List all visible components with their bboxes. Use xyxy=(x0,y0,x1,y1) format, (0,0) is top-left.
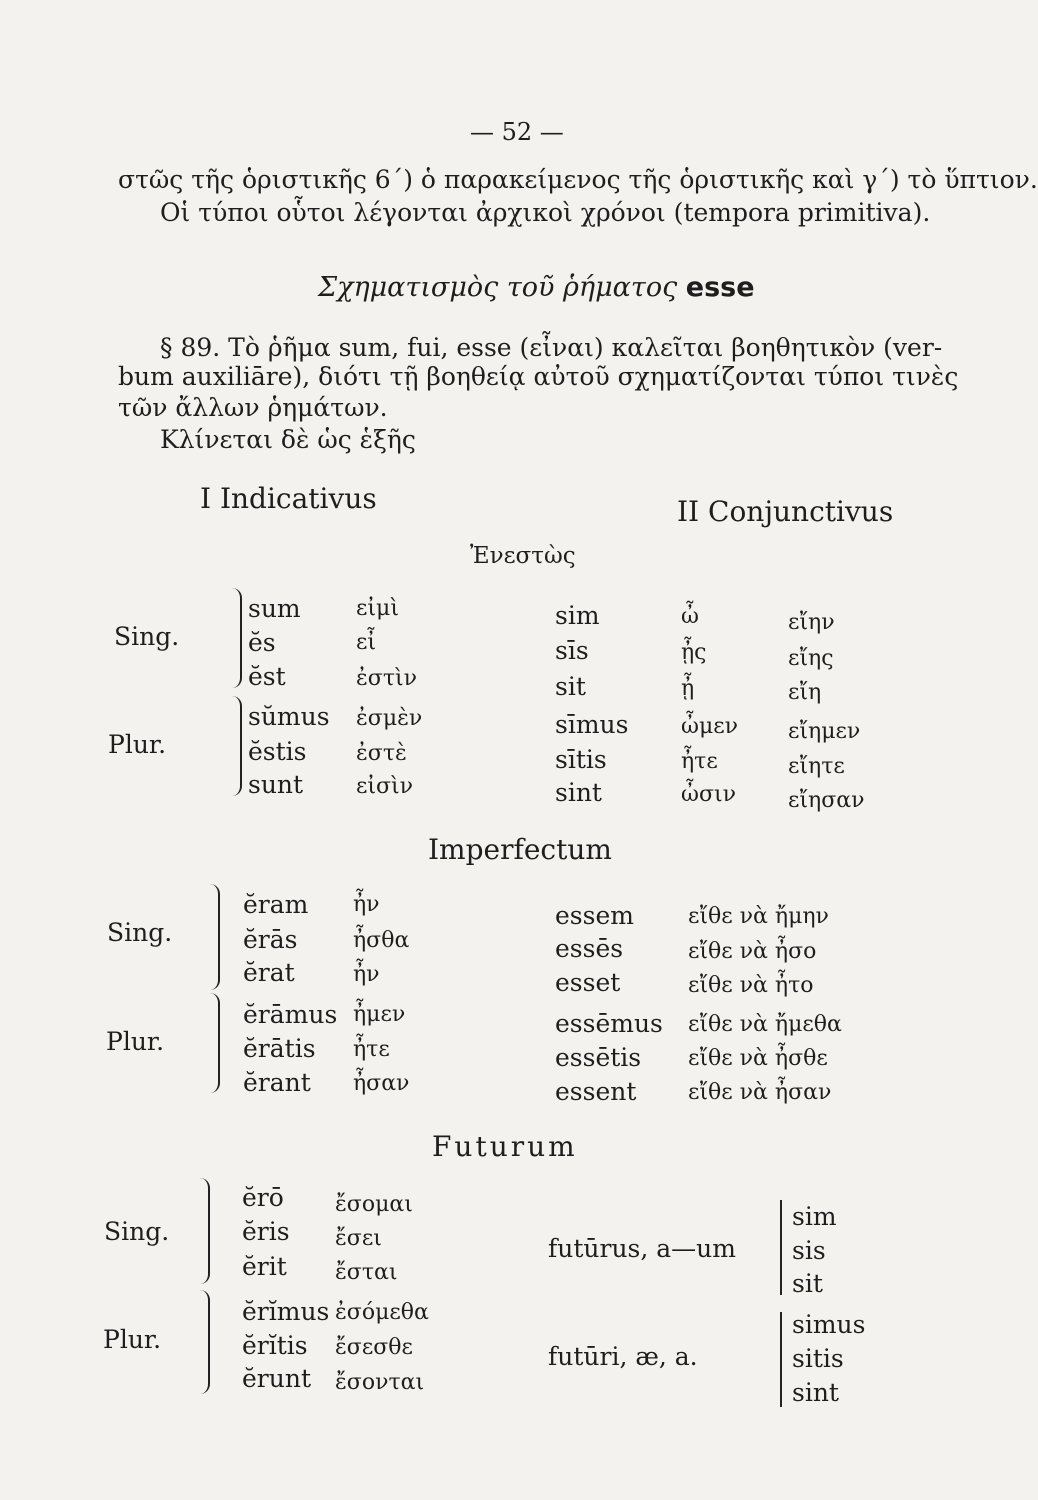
present-conj-greek1-1: ὦ xyxy=(681,604,699,629)
imperfect-ind-latin-5: ĕrātis xyxy=(243,1034,316,1063)
imperfect-ind-latin-3: ĕrat xyxy=(243,958,295,987)
future-ind-latin-4: ĕrĭmus xyxy=(242,1297,330,1326)
future-ind-greek-6: ἔσονται xyxy=(335,1370,425,1395)
future-participle-plur: futūri, æ, a. xyxy=(548,1342,698,1371)
future-ind-latin-6: ĕrunt xyxy=(242,1364,311,1393)
intro-line-1: στῶς τῆς ὁριστικῆς 6´) ὁ παρακείμενος τῆς ὁριστικῆς καὶ γ´) τὸ ὕπτιον. xyxy=(118,165,1038,194)
present-conj-greek2-1: εἴην xyxy=(788,610,835,635)
future-aux-2: sis xyxy=(792,1236,826,1265)
present-ind-greek-1: εἰμὶ xyxy=(356,596,399,621)
imperfect-ind-latin-6: ĕrant xyxy=(243,1068,311,1097)
imperfect-conj-latin-4: essēmus xyxy=(555,1009,663,1038)
present-conj-latin-4: sīmus xyxy=(555,710,629,739)
present-ind-latin-5: ĕstis xyxy=(248,737,307,766)
imperfect-conj-latin-6: essent xyxy=(555,1077,637,1106)
future-ind-greek-2: ἔσει xyxy=(335,1226,382,1251)
section-futurum: Futurum xyxy=(432,1130,578,1163)
present-conj-greek2-6: εἴησαν xyxy=(788,788,865,813)
section-imperfectum: Imperfectum xyxy=(428,833,612,866)
present-conj-greek1-2: ᾖς xyxy=(681,640,707,665)
label-sing-future: Sing. xyxy=(104,1217,170,1246)
future-participle-sing: futūrus, a—um xyxy=(548,1234,736,1263)
brace-future-sing xyxy=(198,1178,210,1284)
imperfect-conj-greek-4: εἴθε νὰ ἤμεθα xyxy=(688,1012,842,1037)
present-ind-latin-6: sunt xyxy=(248,770,304,799)
paragraph-line-2: bum auxiliāre), διότι τῇ βοηθείᾳ αὐτοῦ σχηματίζονται τύποι τινὲς xyxy=(118,362,959,391)
imperfect-ind-greek-3: ἦν xyxy=(353,962,380,987)
future-aux-1: sim xyxy=(792,1202,837,1231)
imperfect-conj-latin-2: essēs xyxy=(555,934,624,963)
imperfect-conj-latin-3: esset xyxy=(555,968,621,997)
present-ind-greek-6: εἰσὶν xyxy=(356,774,414,799)
present-conj-latin-3: sit xyxy=(555,672,586,701)
present-ind-greek-4: ἐσμὲν xyxy=(356,706,423,731)
future-ind-greek-5: ἔσεσθε xyxy=(335,1335,413,1360)
section-indicativus: I Indicativus xyxy=(200,482,377,515)
paragraph-line-1: § 89. Τὸ ῥῆμα sum, fui, esse (εἶναι) καλεῖται βοηθητικὸν (ver- xyxy=(160,333,943,362)
paragraph-line-4: Κλίνεται δὲ ὡς ἑξῆς xyxy=(160,425,416,454)
heading-greek: Σχηματισμὸς τοῦ ῥήματος xyxy=(318,272,678,303)
future-ind-greek-4: ἐσόμεθα xyxy=(335,1300,429,1325)
imperfect-conj-greek-1: εἴθε νὰ ἤμην xyxy=(688,904,829,929)
imperfect-ind-greek-1: ἦν xyxy=(353,892,380,917)
present-conj-latin-1: sim xyxy=(555,601,600,630)
label-sing-imperfect: Sing. xyxy=(107,918,173,947)
present-conj-greek1-3: ᾖ xyxy=(681,676,695,701)
present-conj-latin-6: sint xyxy=(555,778,602,807)
imperfect-ind-greek-6: ἦσαν xyxy=(353,1071,410,1096)
present-ind-latin-4: sŭmus xyxy=(248,702,330,731)
imperfect-conj-greek-2: εἴθε νὰ ἦσο xyxy=(688,939,817,964)
page-number: — 52 — xyxy=(470,118,564,146)
section-heading xyxy=(318,272,755,303)
heading-latin: esse xyxy=(685,272,755,303)
imperfect-conj-greek-3: εἴθε νὰ ἦτο xyxy=(688,973,814,998)
present-ind-greek-5: ἐστὲ xyxy=(356,741,407,766)
future-aux-5: sitis xyxy=(792,1344,844,1373)
present-conj-greek2-4: εἴημεν xyxy=(788,719,861,744)
brace-present-sing xyxy=(228,588,242,688)
future-ind-latin-5: ĕrĭtis xyxy=(242,1331,308,1360)
present-conj-greek2-2: εἴης xyxy=(788,646,834,671)
label-plur-future: Plur. xyxy=(103,1325,162,1354)
imperfect-ind-greek-4: ἦμεν xyxy=(353,1002,406,1027)
future-ind-greek-1: ἔσομαι xyxy=(335,1192,413,1217)
bracket-future-sing xyxy=(780,1200,782,1295)
imperfect-ind-latin-1: ĕram xyxy=(243,890,309,919)
future-ind-greek-3: ἔσται xyxy=(335,1260,398,1285)
brace-future-plur xyxy=(198,1290,210,1394)
imperfect-ind-greek-5: ἦτε xyxy=(353,1037,390,1062)
present-ind-greek-2: εἶ xyxy=(356,630,377,655)
imperfect-ind-greek-2: ἦσθα xyxy=(353,928,410,953)
present-ind-latin-2: ĕs xyxy=(248,628,276,657)
future-ind-latin-3: ĕrit xyxy=(242,1252,287,1281)
paragraph-line-3: τῶν ἄλλων ῥημάτων. xyxy=(118,393,388,422)
present-conj-latin-2: sīs xyxy=(555,636,589,665)
imperfect-ind-latin-2: ĕrās xyxy=(243,925,298,954)
present-ind-latin-1: sum xyxy=(248,594,301,623)
imperfect-conj-greek-5: εἴθε νὰ ἦσθε xyxy=(688,1046,828,1071)
future-aux-4: simus xyxy=(792,1310,866,1339)
present-conj-latin-5: sītis xyxy=(555,745,607,774)
imperfect-conj-latin-5: essētis xyxy=(555,1043,642,1072)
future-aux-3: sit xyxy=(792,1269,823,1298)
label-plur-present: Plur. xyxy=(108,730,167,759)
future-ind-latin-2: ĕris xyxy=(242,1217,290,1246)
brace-imperfect-plur xyxy=(206,993,220,1093)
bracket-future-plur xyxy=(780,1312,782,1407)
imperfect-conj-latin-1: essem xyxy=(555,901,634,930)
label-plur-imperfect: Plur. xyxy=(106,1027,165,1056)
present-ind-latin-3: ĕst xyxy=(248,662,286,691)
future-ind-latin-1: ĕrō xyxy=(242,1183,284,1212)
brace-present-plur xyxy=(228,696,242,796)
imperfect-ind-latin-4: ĕrāmus xyxy=(243,1000,338,1029)
present-conj-greek2-3: εἴη xyxy=(788,680,822,705)
imperfect-conj-greek-6: εἴθε νὰ ἦσαν xyxy=(688,1080,832,1105)
present-ind-greek-3: ἐστὶν xyxy=(356,666,417,691)
future-aux-6: sint xyxy=(792,1378,839,1407)
section-conjunctivus: II Conjunctivus xyxy=(677,495,894,528)
present-conj-greek2-5: εἴητε xyxy=(788,754,845,779)
present-conj-greek1-4: ὦμεν xyxy=(681,714,739,739)
intro-line-2: Οἱ τύποι οὗτοι λέγονται ἀρχικοὶ χρόνοι (tempora primitiva). xyxy=(160,198,931,227)
section-enestos: Ἐνεστὼς xyxy=(470,543,576,569)
brace-imperfect-sing xyxy=(206,884,220,990)
present-conj-greek1-5: ἦτε xyxy=(681,749,718,774)
label-sing-present: Sing. xyxy=(114,622,180,651)
present-conj-greek1-6: ὦσιν xyxy=(681,782,736,807)
